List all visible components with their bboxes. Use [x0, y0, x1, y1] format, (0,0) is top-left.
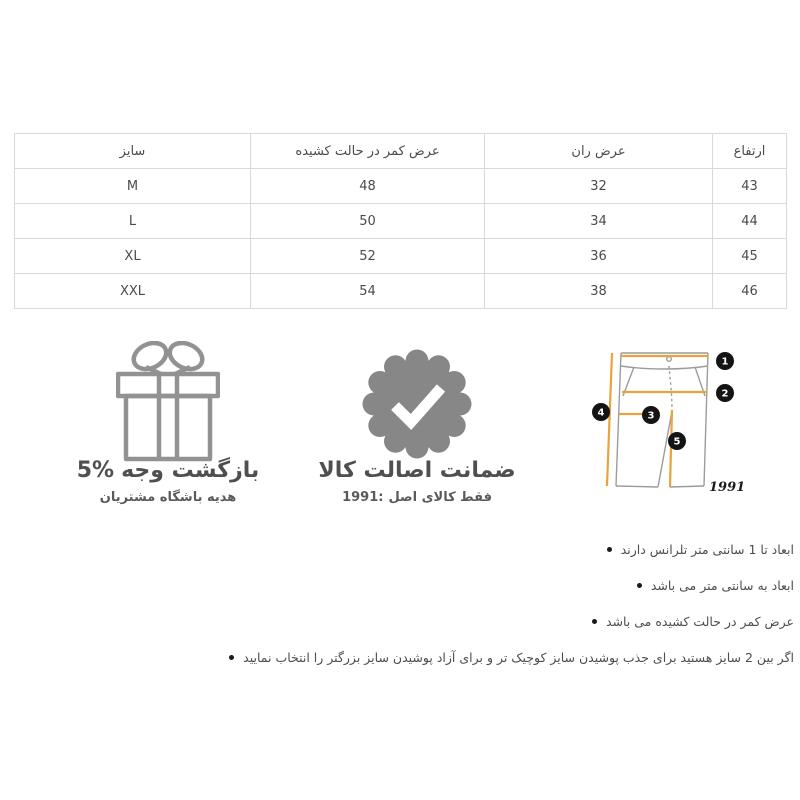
cell-waist: 50 [251, 204, 485, 239]
table-header-row [15, 134, 787, 169]
measurement-marker-3 [642, 406, 660, 424]
col-header-size: سایز [15, 134, 251, 169]
cell-waist: 48 [251, 169, 485, 204]
measurement-marker-4 [592, 403, 610, 421]
table-row [15, 239, 787, 274]
shorts-measurement-diagram [588, 340, 754, 498]
cell-size: L [15, 204, 251, 239]
note-text: عرض کمر در حالت کشیده می باشد [605, 613, 794, 629]
bullet-dot-icon [607, 547, 612, 552]
table-row [15, 169, 787, 204]
refund-percent: 5% [76, 458, 115, 483]
authenticity-title-text: ضمانت اصالت کالا [318, 458, 516, 483]
note-item [229, 567, 794, 603]
cell-size: XL [15, 239, 251, 274]
cell-thigh: 36 [485, 239, 713, 274]
bullet-dot-icon [637, 583, 642, 588]
refund-subtitle-text: هدیه باشگاه مشتریان [99, 490, 237, 505]
authenticity-title [297, 458, 537, 483]
note-text: ابعاد به سانتی متر می باشد [650, 577, 794, 593]
note-text: ابعاد تا 1 سانتی متر تلرانس دارند [620, 541, 794, 557]
cell-size: M [15, 169, 251, 204]
svg-text:3: 3 [647, 410, 655, 422]
table-row [15, 274, 787, 309]
authenticity-subtitle-text: فقط کالای اصل [388, 490, 492, 505]
note-item [229, 531, 794, 567]
notes-list [229, 531, 794, 675]
cell-height: 44 [713, 204, 787, 239]
note-item [229, 603, 794, 639]
note-item [229, 639, 794, 675]
svg-text:5: 5 [673, 436, 681, 448]
measurement-marker-2 [716, 384, 734, 402]
bullet-dot-icon [229, 655, 234, 660]
cell-height: 45 [713, 239, 787, 274]
cell-waist: 52 [251, 239, 485, 274]
svg-text:4: 4 [597, 407, 605, 419]
cell-height: 43 [713, 169, 787, 204]
refund-title [48, 458, 288, 483]
table-row [15, 204, 787, 239]
col-header-waist: عرض کمر در حالت کشیده [251, 134, 485, 169]
gift-icon [116, 341, 220, 463]
cell-height: 46 [713, 274, 787, 309]
refund-title-text: بازگشت وجه [121, 458, 260, 483]
refund-subtitle [48, 490, 288, 505]
col-header-thigh: عرض ران [485, 134, 713, 169]
cell-size: XXL [15, 274, 251, 309]
authenticity-subtitle [297, 490, 537, 505]
authenticity-subtitle-brand: 1991: [342, 490, 384, 505]
measurement-marker-1 [716, 352, 734, 370]
measurement-marker-5 [668, 432, 686, 450]
verified-badge-icon [362, 349, 472, 459]
brand-text: 1991 [709, 480, 746, 495]
cell-thigh: 34 [485, 204, 713, 239]
note-text: اگر بین 2 سایز هستید برای جذب پوشیدن سایز کوچیک تر و برای آزاد پوشیدن سایز بزرگتر را انتخاب نمایید [243, 649, 794, 665]
svg-text:2: 2 [721, 388, 729, 400]
cell-thigh: 32 [485, 169, 713, 204]
cell-waist: 54 [251, 274, 485, 309]
size-table [14, 133, 787, 309]
col-header-height: ارتفاع [713, 134, 787, 169]
svg-text:1: 1 [721, 356, 729, 368]
cell-thigh: 38 [485, 274, 713, 309]
bullet-dot-icon [592, 619, 597, 624]
shorts-outline [616, 353, 708, 487]
